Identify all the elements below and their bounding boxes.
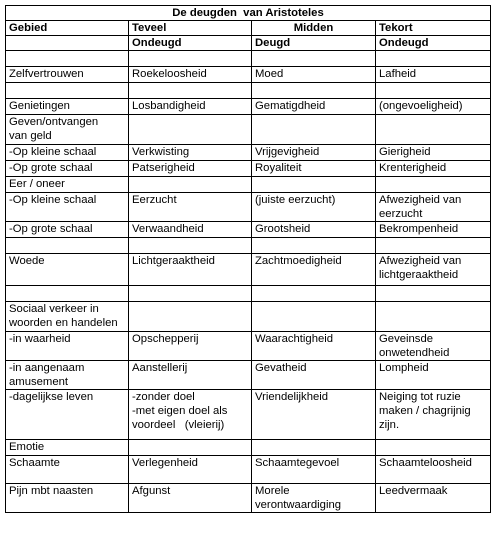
table-cell bbox=[6, 83, 129, 99]
table-cell: Afwezigheid van lichtgeraaktheid bbox=[376, 254, 491, 286]
table-cell: Eer / oneer bbox=[6, 177, 129, 193]
table-cell bbox=[252, 440, 376, 456]
table-cell: Genietingen bbox=[6, 99, 129, 115]
table-row bbox=[6, 254, 491, 286]
table-cell: Pijn mbt naasten bbox=[6, 484, 129, 513]
table-cell: Lompheid bbox=[376, 361, 491, 390]
table-row bbox=[6, 238, 491, 254]
subheader-row bbox=[6, 36, 491, 51]
table-cell bbox=[129, 286, 252, 302]
table-cell bbox=[376, 238, 491, 254]
table-cell: Royaliteit bbox=[252, 161, 376, 177]
table-cell: Leedvermaak bbox=[376, 484, 491, 513]
subheader-cell: Deugd bbox=[252, 36, 376, 51]
table-cell bbox=[376, 440, 491, 456]
table-cell: Neiging tot ruzie maken / chagrijnig zijn. bbox=[376, 390, 491, 440]
table-cell: (ongevoeligheid) bbox=[376, 99, 491, 115]
table-row bbox=[6, 456, 491, 484]
table-cell bbox=[376, 115, 491, 145]
table-cell: -dagelijkse leven bbox=[6, 390, 129, 440]
table-cell bbox=[129, 115, 252, 145]
header-row bbox=[6, 21, 491, 36]
header-tekort: Tekort bbox=[376, 21, 491, 36]
table-cell: Grootsheid bbox=[252, 222, 376, 238]
table-row bbox=[6, 67, 491, 83]
table-cell: -Op grote schaal bbox=[6, 222, 129, 238]
header-gebied: Gebied bbox=[6, 21, 129, 36]
table-row bbox=[6, 177, 491, 193]
table-cell bbox=[6, 51, 129, 67]
table-row bbox=[6, 193, 491, 222]
table-cell: Krenterigheid bbox=[376, 161, 491, 177]
table-cell bbox=[129, 83, 252, 99]
table-cell bbox=[376, 302, 491, 332]
table-cell: Gevatheid bbox=[252, 361, 376, 390]
table-cell bbox=[252, 286, 376, 302]
table-cell: -Op grote schaal bbox=[6, 161, 129, 177]
table-cell: Lichtgeraaktheid bbox=[129, 254, 252, 286]
table-cell: -Op kleine schaal bbox=[6, 145, 129, 161]
table-cell: Eerzucht bbox=[129, 193, 252, 222]
table-cell: Losbandigheid bbox=[129, 99, 252, 115]
table-row bbox=[6, 361, 491, 390]
table-row bbox=[6, 440, 491, 456]
table-cell: Verlegenheid bbox=[129, 456, 252, 484]
table-cell: Moed bbox=[252, 67, 376, 83]
table-cell bbox=[252, 115, 376, 145]
table-cell bbox=[252, 302, 376, 332]
table-cell: Vriendelijkheid bbox=[252, 390, 376, 440]
header-teveel: Teveel bbox=[129, 21, 252, 36]
table-cell: Opschepperij bbox=[129, 332, 252, 361]
table-row bbox=[6, 115, 491, 145]
table-cell: -zonder doel -met eigen doel als voordeel (vleierij) bbox=[129, 390, 252, 440]
document bbox=[5, 5, 490, 513]
table-cell: (juiste eerzucht) bbox=[252, 193, 376, 222]
table-cell: Bekrompenheid bbox=[376, 222, 491, 238]
table-cell: Roekeloosheid bbox=[129, 67, 252, 83]
table-cell: Vrijgevigheid bbox=[252, 145, 376, 161]
table-cell bbox=[252, 238, 376, 254]
table-row bbox=[6, 99, 491, 115]
table-cell: Zachtmoedigheid bbox=[252, 254, 376, 286]
table-cell bbox=[252, 177, 376, 193]
table-cell: Afwezigheid van eerzucht bbox=[376, 193, 491, 222]
table-cell: Sociaal verkeer in woorden en handelen bbox=[6, 302, 129, 332]
table-row bbox=[6, 484, 491, 513]
table-cell: -Op kleine schaal bbox=[6, 193, 129, 222]
table-cell: -in waarheid bbox=[6, 332, 129, 361]
table-cell: Geven/ontvangen van geld bbox=[6, 115, 129, 145]
table-cell bbox=[376, 286, 491, 302]
table-cell: Gierigheid bbox=[376, 145, 491, 161]
table-row bbox=[6, 286, 491, 302]
subheader-cell bbox=[6, 36, 129, 51]
title-row bbox=[6, 6, 491, 21]
table-cell: Schaamteloosheid bbox=[376, 456, 491, 484]
table-cell: Zelfvertrouwen bbox=[6, 67, 129, 83]
table-cell bbox=[252, 51, 376, 67]
table-cell bbox=[6, 238, 129, 254]
table-row bbox=[6, 51, 491, 67]
virtues-table bbox=[5, 5, 491, 513]
table-cell: Woede bbox=[6, 254, 129, 286]
table-cell bbox=[376, 51, 491, 67]
table-cell: Lafheid bbox=[376, 67, 491, 83]
table-row bbox=[6, 222, 491, 238]
table-row bbox=[6, 83, 491, 99]
table-cell: Schaamtegevoel bbox=[252, 456, 376, 484]
table-cell: Schaamte bbox=[6, 456, 129, 484]
table-cell: -in aangenaam amusement bbox=[6, 361, 129, 390]
table-row bbox=[6, 390, 491, 440]
table-row bbox=[6, 161, 491, 177]
table-title: De deugden van Aristoteles bbox=[6, 6, 491, 21]
table-cell bbox=[129, 302, 252, 332]
table-cell: Verwaandheid bbox=[129, 222, 252, 238]
table-cell bbox=[129, 177, 252, 193]
table-cell: Morele verontwaardiging bbox=[252, 484, 376, 513]
table-cell: Emotie bbox=[6, 440, 129, 456]
table-cell bbox=[129, 238, 252, 254]
table-cell: Verkwisting bbox=[129, 145, 252, 161]
table-cell: Geveinsde onwetendheid bbox=[376, 332, 491, 361]
table-row bbox=[6, 332, 491, 361]
table-row bbox=[6, 145, 491, 161]
table-cell bbox=[376, 177, 491, 193]
table-cell: Aanstellerij bbox=[129, 361, 252, 390]
table-cell bbox=[376, 83, 491, 99]
table-cell: Patserigheid bbox=[129, 161, 252, 177]
table-cell bbox=[129, 51, 252, 67]
subheader-cell: Ondeugd bbox=[129, 36, 252, 51]
header-midden: Midden bbox=[252, 21, 376, 36]
table-cell: Waarachtigheid bbox=[252, 332, 376, 361]
table-body bbox=[6, 6, 491, 513]
table-cell bbox=[129, 440, 252, 456]
table-row bbox=[6, 302, 491, 332]
table-cell bbox=[252, 83, 376, 99]
subheader-cell: Ondeugd bbox=[376, 36, 491, 51]
table-cell bbox=[6, 286, 129, 302]
table-cell: Gematigdheid bbox=[252, 99, 376, 115]
table-cell: Afgunst bbox=[129, 484, 252, 513]
